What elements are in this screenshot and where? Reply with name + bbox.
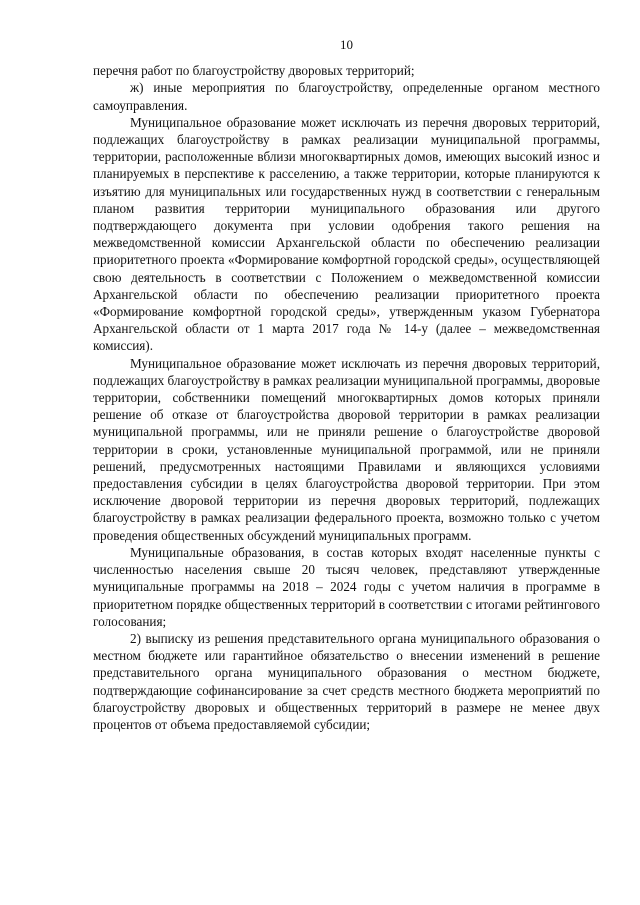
paragraph-exclusion-territories: Муниципальное образование может исключать из перечня дворовых территорий, подлежащих благоустройству в рамках реализации муниципальной программы, территории, расположенные вблизи многоквартирных домов, имеющих высокий износ и планируемых в перспективе к расселению, а также территории, которые планируются к изъятию для муниципальных или государственных нужд в соответствии с генеральным планом развития территории муниципального образования или другого подтверждающего документа при условии одобрения такого решения на межведомственной комиссии Архангельской области по обеспечению реализации приоритетного проекта «Формирование комфортной городской среды», осуществляющей свою деятельность в соответствии с Положением о межведомственной комиссии Архангельской области по обеспечению реализации приоритетного проекта «Формирование комфортной городской среды», утвержденным указом Губернатора Архангельской области от 1 марта 2017 года № 14-у (далее – межведомственная комиссия). bbox=[93, 114, 600, 354]
paragraph-item-2: 2) выписку из решения представительного органа муниципального образования о местном бюджете или гарантийное обязательство о внесении изменений в решение представительного органа муниципального образования о местном бюджете, подтверждающие софинансирование за счет средств местного бюджета мероприятий по благоустройству дворовых и общественных территорий в размере не менее двух процентов от объема предоставляемой субсидии; bbox=[93, 630, 600, 732]
paragraph-item-zh: ж) иные мероприятия по благоустройству, определенные органом местного самоуправления. bbox=[93, 80, 600, 113]
paragraph-large-municipalities: Муниципальные образования, в состав которых входят населенные пункты с численностью населения свыше 20 тысяч человек, представляют утвержденные муниципальные программы на 2018 – 2024 годы с учетом наличия в программе в приоритетном порядке общественных территорий в соответствии с итогами рейтингового голосования; bbox=[93, 544, 600, 629]
page-number: 10 bbox=[340, 37, 353, 52]
paragraph-exclusion-courtyards: Муниципальное образование может исключать из перечня дворовых территорий, подлежащих благоустройству в рамках реализации муниципальной программы, дворовые территории, собственники помещений многоквартирных домов которых приняли решение об отказе от благоустройства дворовой территории в рамках реализации муниципальной программы, или не приняли решение о благоустройстве дворовой территории в сроки, установленные муниципальной программой, или не приняли решений, предусмотренных настоящими Правилами и являющихся условиями предоставления субсидии в целях благоустройства дворовой территории. При этом исключение дворовой территории из перечня дворовых территорий, подлежащих благоустройству в рамках реализации федерального проекта, возможно только с учетом проведения общественных обсуждений муниципальных программ. bbox=[93, 355, 600, 543]
paragraph-continuation: перечня работ по благоустройству дворовых территорий; bbox=[93, 63, 415, 79]
